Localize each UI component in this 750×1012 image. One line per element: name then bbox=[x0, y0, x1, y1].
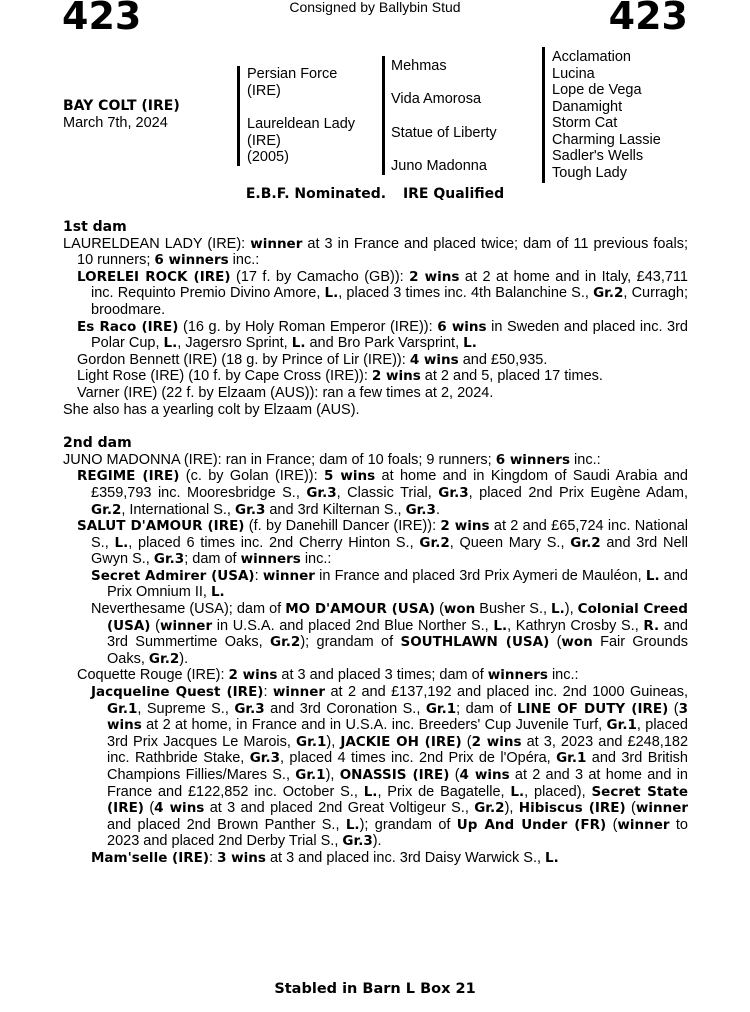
produce-regime: REGIME (IRE) (c. by Golan (IRE)): 5 wins at home and in Kingdom of Saudi Arabia and £359,793 inc. Mooresbridge S., Gr.3, Classic Trial, Gr.3, placed 2nd Prix Eugène Adam, Gr.2, International S., Gr.3 and 3rd Kilternan S., Gr.3. bbox=[77, 468, 689, 518]
produce-gordon-bennett: Gordon Bennett (IRE) (18 g. by Prince of Lir (IRE)): 4 wins and £50,935. bbox=[77, 351, 548, 368]
pedigree-gen2-3: Statue of Liberty bbox=[391, 125, 497, 141]
pedigree-dam: Laureldean Lady (IRE) (2005) bbox=[247, 116, 356, 165]
pedigree-bracket-1 bbox=[237, 66, 240, 166]
pedigree-bracket-2 bbox=[382, 56, 385, 175]
horse-foaled: March 7th, 2024 bbox=[63, 115, 168, 131]
produce-light-rose: Light Rose (IRE) (10 f. by Cape Cross (IRE)): 2 wins at 2 and 5, placed 17 times. bbox=[77, 368, 603, 385]
produce-yearling: She also has a yearling colt by Elzaam (AUS). bbox=[63, 401, 360, 418]
second-dam-entry: JUNO MADONNA (IRE): ran in France; dam of 10 foals; 9 runners; 6 winners inc.: bbox=[63, 451, 601, 468]
section-gap bbox=[63, 418, 688, 435]
produce-jacqueline-quest: Jacqueline Quest (IRE): winner at 2 and £137,192 and placed inc. 2nd 1000 Guineas, Gr.1, Supreme S., Gr.3 and 3rd Coronation S., Gr.1; dam of LINE OF DUTY (IRE) (3 wins at 2 at home, in France and in U.S.A. inc. Breeders' Cup Juvenile Turf, Gr.1, placed 3rd Prix Jacques Le Marois, Gr.1), JACKIE OH (IRE) (2 wins at 3, 2023 and £248,182 inc. Rathbride Stake, Gr.3, placed 4 times inc. 2nd Prix de l'Opéra, Gr.1 and 3rd British Champions Fillies/Mares S., Gr.1), ONASSIS (IRE) (4 wins at 2 and 3 at home and in France and £122,852 inc. October S., L., Prix de Bagatelle, L., placed), Secret State (IRE) (4 wins at 3 and placed 2nd Great Voltigeur S., Gr.2), Hibiscus (IRE) (winner and placed 2nd Brown Panther S., L.); grandam of Up And Under (FR) (winner to 2023 and placed 2nd Derby Trial S., Gr.3). bbox=[91, 684, 689, 850]
lot-number-right: 423 bbox=[608, 0, 688, 38]
produce-es-raco: Es Raco (IRE) (16 g. by Holy Roman Emperor (IRE)): 6 wins in Sweden and placed inc. 3rd Polar Cup, L., Jagersro Sprint, L. and Bro Park Varsprint, L. bbox=[77, 318, 688, 352]
pedigree-sire: Persian Force (IRE) bbox=[247, 66, 338, 99]
produce-salut-damour: SALUT D'AMOUR (IRE) (f. by Danehill Dancer (IRE)): 2 wins at 2 and £65,724 inc. National S., L., placed 6 times inc. 2nd Cherry Hinton S., Gr.2, Queen Mary S., Gr.2 and 3rd Nell Gwyn S., Gr.3; dam of winners inc.: bbox=[77, 518, 688, 568]
consignor: Consigned by Ballybin Stud bbox=[289, 0, 461, 15]
pedigree-gen2-1: Mehmas bbox=[391, 58, 447, 74]
first-dam-heading: 1st dam bbox=[63, 219, 127, 235]
produce-varner: Varner (IRE) (22 f. by Elzaam (AUS)): ran a few times at 2, 2024. bbox=[77, 384, 494, 401]
produce-neverthesame: Neverthesame (USA); dam of MO D'AMOUR (USA) (won Busher S., L.), Colonial Creed (USA) (winner in U.S.A. and placed 2nd Blue Norther S., L., Kathryn Crosby S., R. and 3rd Summertime Oaks, Gr.2); grandam of SOUTHLAWN (USA) (won Fair Grounds Oaks, Gr.2). bbox=[91, 601, 689, 667]
ire-qualified: IRE Qualified bbox=[402, 186, 505, 202]
second-dam-heading: 2nd dam bbox=[63, 435, 132, 452]
first-dam-entry: LAURELDEAN LADY (IRE): winner at 3 in France and placed twice; dam of 11 previous foals; 10 runners; 6 winners inc.: bbox=[63, 235, 688, 269]
ebf-nominated: E.B.F. Nominated. bbox=[245, 186, 387, 202]
catalogue-body bbox=[63, 219, 688, 867]
horse-info bbox=[63, 98, 180, 132]
pedigree-gen3: Acclamation Lucina Lope de Vega Danamight Storm Cat Charming Lassie Sadler's Wells Tough Lady bbox=[552, 49, 661, 181]
produce-mamselle: Mam'selle (IRE): 3 wins at 3 and placed inc. 3rd Daisy Warwick S., L. bbox=[91, 849, 559, 866]
pedigree-gen2-2: Vida Amorosa bbox=[391, 91, 482, 107]
pedigree-bracket-3 bbox=[542, 47, 545, 183]
lot-number-left: 423 bbox=[62, 0, 142, 38]
produce-secret-admirer: Secret Admirer (USA): winner in France and placed 3rd Prix Aymeri de Mauléon, L. and Prix Omnium II, L. bbox=[91, 567, 688, 601]
produce-coquette-rouge: Coquette Rouge (IRE): 2 wins at 3 and placed 3 times; dam of winners inc.: bbox=[77, 667, 579, 684]
qualifications bbox=[0, 186, 750, 202]
produce-lorelei-rock: LORELEI ROCK (IRE) (17 f. by Camacho (GB)): 2 wins at 2 at home and in Italy, £43,711 inc. Requinto Premio Divino Amore, L., placed 3 times inc. 4th Balanchine S., Gr.2, Curragh; broodmare. bbox=[77, 268, 688, 318]
stabling-footer: Stabled in Barn L Box 21 bbox=[274, 981, 476, 997]
horse-description: BAY COLT (IRE) bbox=[63, 98, 180, 114]
pedigree-gen2-4: Juno Madonna bbox=[391, 158, 487, 174]
